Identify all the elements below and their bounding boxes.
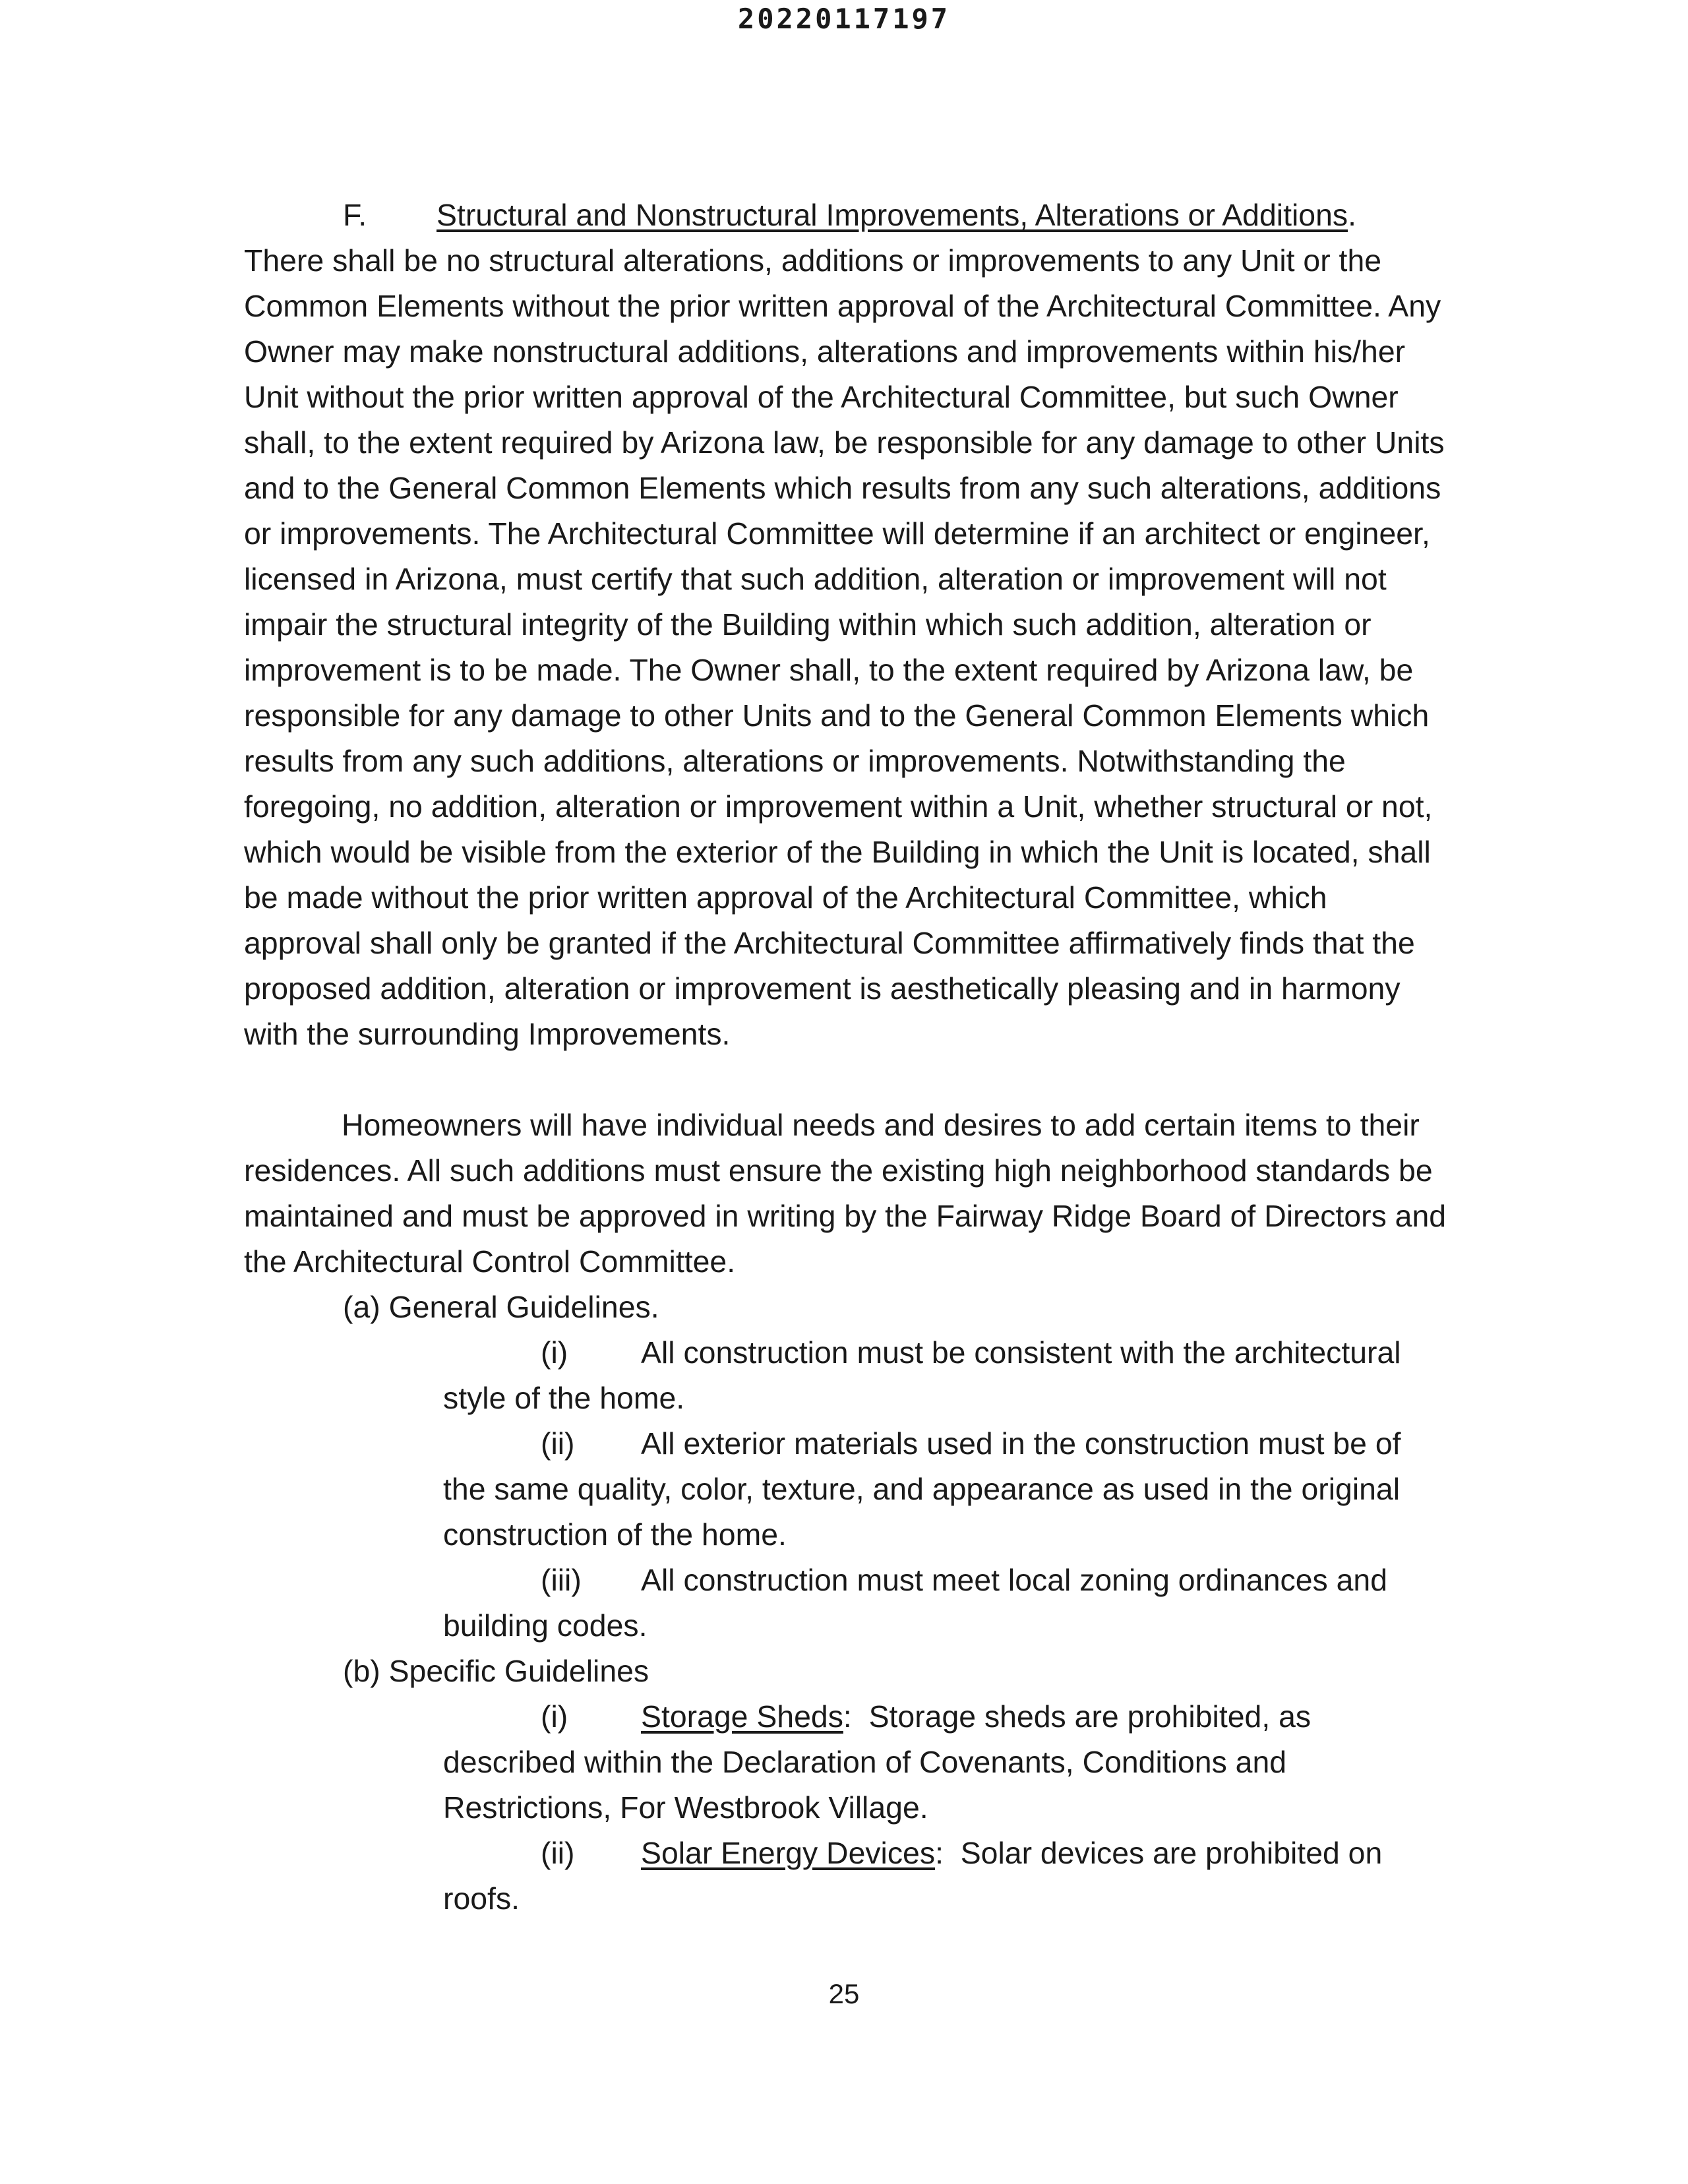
item-text: All construction must meet local zoning ordinances and building codes. <box>443 1563 1388 1643</box>
item-number: (ii) <box>541 1426 575 1461</box>
general-guideline-item <box>244 1421 1451 1558</box>
section-letter: F. <box>343 198 367 232</box>
general-guideline-item <box>244 1330 1451 1421</box>
general-guideline-item <box>244 1558 1451 1649</box>
item-text: All construction must be consistent with the architectural style of the home. <box>443 1335 1401 1415</box>
item-number: (i) <box>541 1699 568 1734</box>
document-body <box>244 193 1451 1922</box>
general-guidelines-heading: (a) General Guidelines. <box>343 1290 659 1324</box>
paragraph-gap <box>244 1057 1451 1103</box>
specific-guidelines-heading: (b) Specific Guidelines <box>343 1654 649 1688</box>
item-separator: : <box>935 1836 944 1870</box>
item-text: All exterior materials used in the construction must be of the same quality, color, texture, and appearance as used in the original construction of the home. <box>443 1426 1401 1552</box>
recording-number: 20220117197 <box>737 3 951 35</box>
section-f-body: There shall be no structural alterations, additions or improvements to any Unit or the Common Elements without the prior written approval of the Architectural Committee. Any Owner may make nonstructural additions, alterations and improvements within his/her Unit without the prior written approval of the Architectural Committee, but such Owner shall, to the extent required by Arizona law, be responsible for any damage to other Units and to the General Common Elements which results from any such alterations, additions or improvements. The Architectural Committee will determine if an architect or engineer, licensed in Arizona, must certify that such addition, alteration or improvement will not impair the structural integrity of the Building within which such addition, alteration or improvement is to be made. The Owner shall, to the extent required by Arizona law, be responsible for any damage to other Units and to the General Common Elements which results from any such additions, alterations or improvements. Notwithstanding the foregoing, no addition, alteration or improvement within a Unit, whether structural or not, which would be visible from the exterior of the Building in which the Unit is located, shall be made without the prior written approval of the Architectural Committee, which approval shall only be granted if the Architectural Committee affirmatively finds that the proposed addition, alteration or improvement is aesthetically pleasing and in harmony with the surrounding Improvements. <box>244 243 1445 1051</box>
item-text: Storage sheds are prohibited, as described within the Declaration of Covenants, Conditions and Restrictions, For Westbrook Village. <box>443 1699 1319 1825</box>
item-text: Solar devices are prohibited on roofs. <box>443 1836 1391 1916</box>
item-number: (i) <box>541 1335 568 1370</box>
section-title-period: . <box>1348 198 1356 232</box>
item-title: Solar Energy Devices <box>641 1836 936 1870</box>
item-title: Storage Sheds <box>641 1699 843 1734</box>
homeowners-paragraph: Homeowners will have individual needs and desires to add certain items to their residences. All such additions must ensure the existing high neighborhood standards be maintained and must be approved in writing by the Fairway Ridge Board of Directors and the Architectural Control Committee. <box>244 1108 1447 1279</box>
item-number: (ii) <box>541 1836 575 1870</box>
specific-guideline-item <box>244 1831 1451 1922</box>
section-f-heading <box>244 193 1451 238</box>
item-number: (iii) <box>541 1563 582 1597</box>
section-title: Structural and Nonstructural Improvements, Alterations or Additions <box>437 198 1348 232</box>
page-number: 25 <box>828 1978 860 2009</box>
specific-guideline-item <box>244 1694 1451 1831</box>
item-separator: : <box>843 1699 852 1734</box>
